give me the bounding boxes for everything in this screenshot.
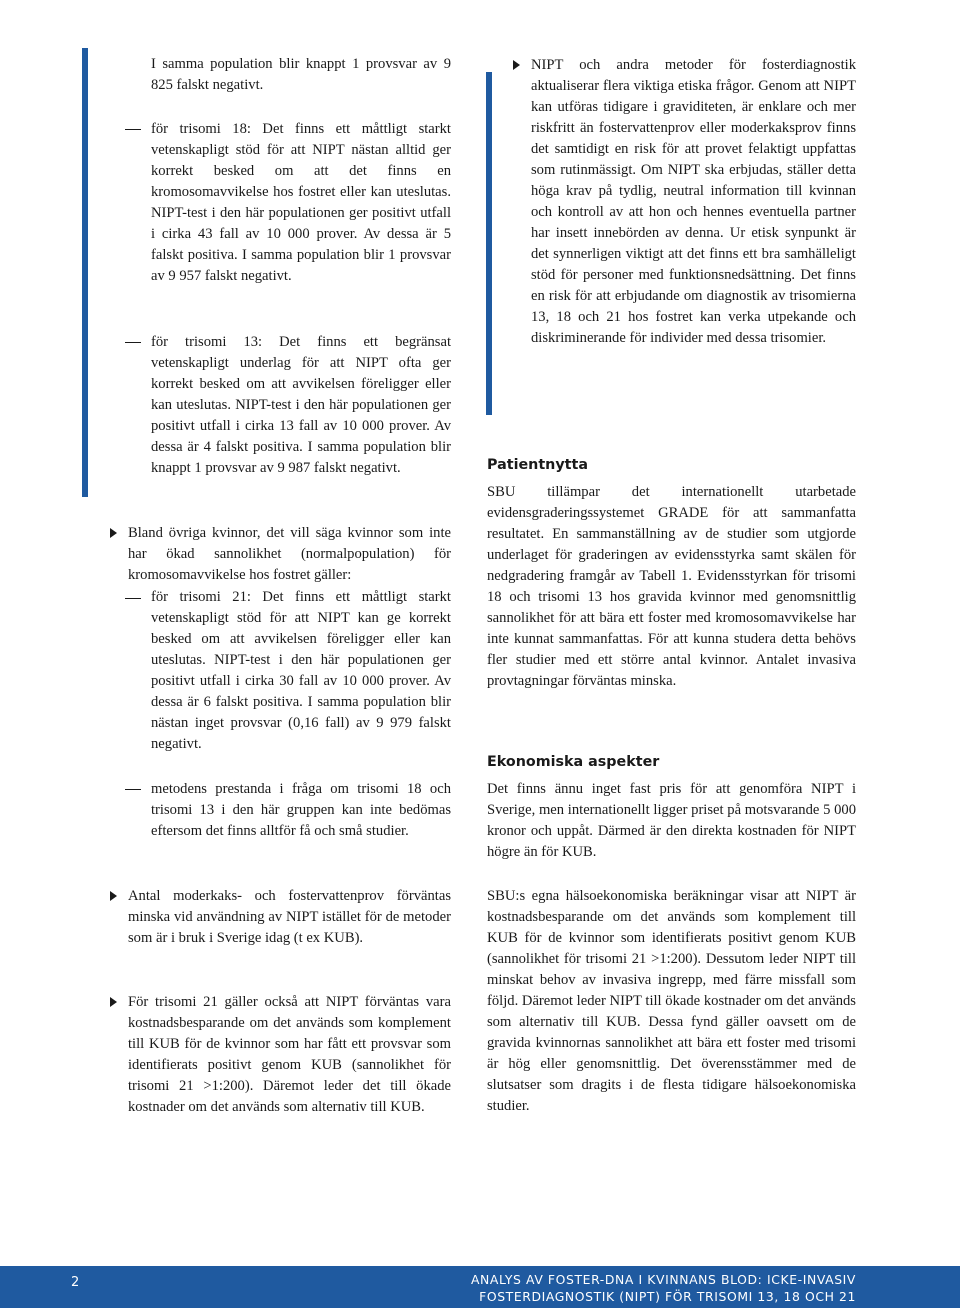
nipt-ethics-paragraph: NIPT och andra metoder för fosterdiagnostik aktualiserar flera viktiga etiska frågor. Genom att NIPT kan utföras tidigare i graviditeten, är enklare och mer riskfritt än fostervattenprov eller moderkaksprov finns det samtidigt en risk för att provet felaktigt uppfattas som rutinmässigt. Om NIPT ska erbjudas, ställer detta höga krav på tydlig, neutral information till kvinnan och kontroll av att hon och hennes eventuella partner har insett innebörden av denna. Ur etisk synpunkt är det synnerligen viktigt att det finns ett bra samhälleligt stöd för personer med funktionsnedsättning. Det finns en risk för att erbjudande om diagnostik av trisomierna 13, 18 och 21 hos fostret kan verka utpekande och diskriminerande för individer med dessa trisomier. (531, 57, 856, 346)
trisomy13-paragraph: för trisomi 13: Det finns ett begränsat vetenskapligt underlag för att NIPT ofta ger korrekt besked om att avvikelsen föreligger eller kan uteslutas. NIPT-test i den här populationen ger positivt utfall i cirka 13 fall av 10 000 prover. Av dessa är 4 falskt positiva. I samma population blir knappt 1 provsvar av 9 987 falskt negativt. (151, 334, 451, 476)
footer-title-line-2: FOSTERDIAGNOSTIK (NIPT) FÖR TRISOMI 13, 18 OCH 21 (479, 1289, 856, 1304)
right-accent-bar (486, 72, 492, 415)
trisomy18-paragraph: för trisomi 18: Det finns ett måttligt starkt vetenskapligt stöd för att NIPT nästan alltid ger korrekt besked om att det finns en kromosomavvikelse hos fostret eller kan uteslutas. NIPT-test i den här populationen ger positivt utfall i cirka 43 fall av 10 000 prover. Av dessa är 5 falskt positiva. I samma population blir 1 provsvar av 9 957 falskt negativt. (151, 121, 451, 284)
trisomy21-cost-paragraph: För trisomi 21 gäller också att NIPT förväntas vara kostnadsbesparande om det används som komplement till KUB för de kvinnor som har fått ett provsvar som identifierats positivt genom KUB (sannolikhet för trisomi 21 >1:200). Däremot leder det till ökade kostnader om det används som alternativ till KUB. (128, 994, 451, 1115)
page-number: 2 (71, 1275, 80, 1290)
left-accent-bar (82, 48, 88, 497)
dash-bullet-trisomy13 (125, 342, 141, 343)
triangle-bullet-antal (110, 891, 117, 901)
bland-ovriga-paragraph: Bland övriga kvinnor, det vill säga kvinnor som inte har ökad sannolikhet (normalpopulation) för kromosomavvikelse hos fostret gäller: (128, 525, 451, 583)
patientnytta-heading: Patientnytta (487, 457, 588, 473)
triangle-bullet-trisomy21-cost (110, 997, 117, 1007)
ekonomi-paragraph-1: Det finns ännu inget fast pris för att genomföra NIPT i Sverige, men internationellt ligger priset på motsvarande 5 000 kronor och uppåt. Därmed är den direkta kostnaden för NIPT högre än för KUB. (487, 781, 856, 860)
patientnytta-paragraph: SBU tillämpar det internationellt utarbetade evidensgraderingssystemet GRADE för att sammanfatta resultatet. En sammanställning av de studier som utgjorde underlaget för graderingen av evidensstyrka samt skälen för nedgradering framgår av Tabell 1. Evidensstyrkan för trisomi 18 och trisomi 13 hos gravida kvinnor med genomsnittlig sannolikhet för att bära ett foster med kromosomavvikelse har inte kunnat sammanfattas. För att kunna studera detta behövs fler studier med ett större antal kvinnor. Antalet invasiva provtagningar förväntas minska. (487, 484, 856, 689)
footer-title-line-1: ANALYS AV FOSTER-DNA I KVINNANS BLOD: ICKE-INVASIV (470, 1272, 856, 1287)
dash-bullet-metodens (125, 789, 141, 790)
trisomy21-paragraph: för trisomi 21: Det finns ett måttligt starkt vetenskapligt stöd för att NIPT kan ge korrekt besked om att avvikelsen föreligger eller kan uteslutas. NIPT-test i den här populationen ger positivt utfall i cirka 30 fall av 10 000 prover. Av dessa är 6 falskt positiva. I samma population blir nästan inget provsvar (0,16 fall) av 9 979 falskt negativt. (151, 589, 451, 752)
triangle-bullet-nipt-ethics (513, 60, 520, 70)
antal-paragraph: Antal moderkaks- och fostervattenprov förväntas minska vid användning av NIPT istället för de metoder som är i bruk i Sverige idag (t ex KUB). (128, 888, 451, 946)
dash-bullet-trisomy21 (125, 598, 141, 599)
intro-paragraph: I samma population blir knappt 1 provsvar av 9 825 falskt negativt. (151, 56, 451, 93)
triangle-bullet-bland (110, 528, 117, 538)
metodens-paragraph: metodens prestanda i fråga om trisomi 18 och trisomi 13 i den här gruppen kan inte bedömas eftersom det finns alltför få och små studier. (151, 781, 451, 839)
ekonomi-paragraph-2: SBU:s egna hälsoekonomiska beräkningar visar att NIPT är kostnadsbesparande om det används som komplement till KUB för de kvinnor som identifierats positivt genom KUB (sannolikhet för trisomi 21 >1:200). Dessutom leder NIPT till minskat behov av invasiva ingrepp, med färre missfall som följd. Däremot leder NIPT till ökade kostnader om det används som alternativ till KUB. Dessa fynd gäller oavsett om de gravida kvinnornas sannolikhet att bära ett foster med trisomi är hög eller genomsnittlig. Det överensstämmer med de slutsatser som dragits i de flesta tidigare hälsoekonomiska studier. (487, 888, 856, 1114)
dash-bullet-trisomy18 (125, 129, 141, 130)
ekonomiska-aspekter-heading: Ekonomiska aspekter (487, 754, 660, 770)
page-footer (0, 1266, 960, 1308)
